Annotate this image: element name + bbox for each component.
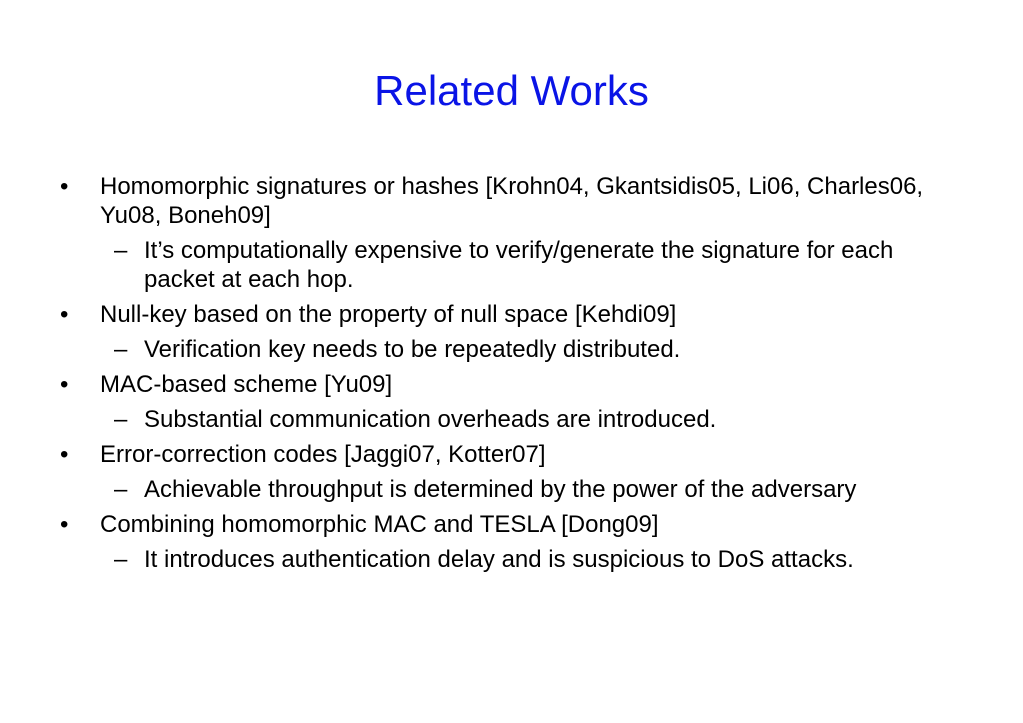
bullet-item-homomorphic bbox=[58, 172, 958, 230]
slide-body bbox=[58, 172, 958, 574]
bullet-marker: • bbox=[60, 371, 69, 398]
bullet-item-error-correction bbox=[58, 440, 958, 469]
bullet-item-homomorphic-mac-tesla bbox=[58, 510, 958, 539]
bullet-marker: • bbox=[60, 511, 69, 538]
dash-marker: – bbox=[114, 406, 128, 433]
bullet-text: Homomorphic signatures or hashes [Krohn04, Gkantsidis05, Li06, Charles06, Yu08, Boneh09] bbox=[100, 173, 924, 229]
bullet-text: Combining homomorphic MAC and TESLA [Dong09] bbox=[100, 511, 659, 538]
sub-item-homomorphic bbox=[58, 236, 958, 294]
bullet-item-null-key bbox=[58, 300, 958, 329]
sub-item-text: It introduces authentication delay and is suspicious to DoS attacks. bbox=[144, 546, 854, 573]
sub-item-null-key bbox=[58, 335, 958, 364]
dash-marker: – bbox=[114, 237, 128, 264]
sub-item-text: It’s computationally expensive to verify/generate the signature for each packet at each hop. bbox=[144, 237, 894, 293]
bullet-text: Error-correction codes [Jaggi07, Kotter07] bbox=[100, 441, 546, 468]
dash-marker: – bbox=[114, 476, 128, 503]
bullet-text: MAC-based scheme [Yu09] bbox=[100, 371, 393, 398]
bullet-item-mac-based bbox=[58, 370, 958, 399]
bullet-text: Null-key based on the property of null space [Kehdi09] bbox=[100, 301, 677, 328]
dash-marker: – bbox=[114, 336, 128, 363]
sub-item-text: Substantial communication overheads are introduced. bbox=[144, 406, 717, 433]
sub-item-text: Verification key needs to be repeatedly distributed. bbox=[144, 336, 681, 363]
sub-item-text: Achievable throughput is determined by the power of the adversary bbox=[144, 476, 857, 503]
bullet-marker: • bbox=[60, 301, 69, 328]
bullet-marker: • bbox=[60, 173, 69, 200]
slide-title: Related Works bbox=[374, 67, 649, 114]
sub-item-homomorphic-mac-tesla bbox=[58, 545, 958, 574]
dash-marker: – bbox=[114, 546, 128, 573]
bullet-marker: • bbox=[60, 441, 69, 468]
sub-item-mac-based bbox=[58, 405, 958, 434]
sub-item-error-correction bbox=[58, 475, 958, 504]
